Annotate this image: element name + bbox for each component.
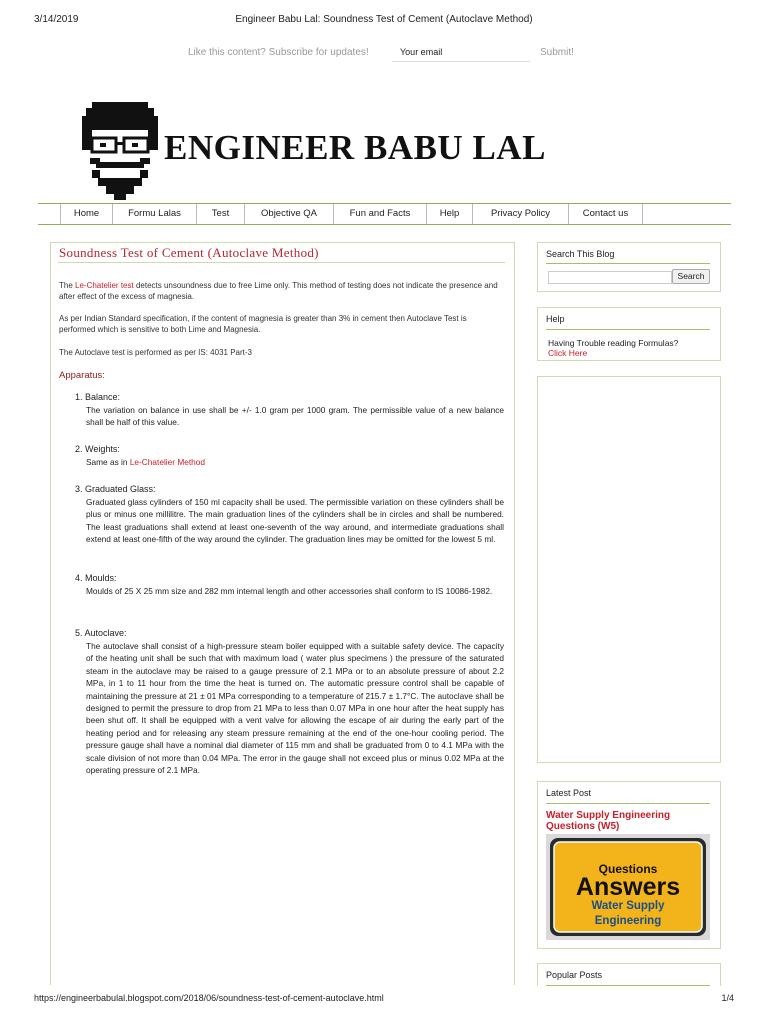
nav-fun-and-facts[interactable]: Fun and Facts (333, 204, 426, 224)
standard-paragraph: The Autoclave test is performed as per IS: 4031 Part-3 (59, 348, 252, 357)
search-title: Search This Blog (546, 249, 615, 259)
post-title[interactable]: Soundness Test of Cement (Autoclave Method) (59, 245, 319, 260)
print-date: 3/14/2019 (34, 14, 79, 25)
search-divider (546, 263, 710, 264)
help-title: Help (546, 314, 565, 324)
help-click-here-link[interactable]: Click Here (548, 348, 588, 358)
latest-divider (546, 803, 710, 804)
search-input[interactable] (548, 271, 672, 284)
subscribe-text: Like this content? Subscribe for updates! (188, 47, 369, 58)
nav-test[interactable]: Test (196, 204, 244, 224)
item-autoclave-heading: 5. Autoclave: (75, 628, 127, 638)
empty-widget (537, 376, 721, 763)
apparatus-heading: Apparatus: (59, 370, 105, 381)
site-brand[interactable]: ENGINEER BABU LAL (164, 128, 546, 167)
email-placeholder: Your email (400, 47, 443, 57)
latest-post-link[interactable]: Water Supply Engineering Questions (W5) (546, 810, 671, 832)
latest-post-title: Latest Post (546, 788, 592, 798)
logo-face-icon[interactable] (78, 98, 162, 202)
popular-divider (546, 985, 710, 986)
le-chatelier-test-link[interactable]: Le-Chatelier test (75, 281, 134, 290)
help-divider (546, 329, 710, 330)
sign-questions-text: Questions (598, 862, 658, 876)
latest-post-gadget (537, 781, 721, 949)
item-moulds-heading: 4. Moulds: (75, 573, 117, 583)
print-title: Engineer Babu Lal: Soundness Test of Cement (Autoclave Method) (235, 14, 533, 25)
print-page-number: 1/4 (721, 993, 734, 1003)
submit-button[interactable]: Submit! (540, 47, 574, 58)
nav-objective-qa[interactable]: Objective QA (244, 204, 333, 224)
sign-answers-text: Answers (575, 873, 681, 901)
intro-text-pre: The (59, 281, 76, 290)
nav-privacy-policy[interactable]: Privacy Policy (472, 204, 568, 224)
search-button[interactable]: Search (672, 269, 710, 284)
sign-line2-text: Engineering (594, 915, 662, 927)
le-chatelier-method-link[interactable]: Le-Chatelier Method (129, 457, 205, 467)
weights-text: Same as in (86, 457, 130, 467)
nav-help[interactable]: Help (426, 204, 472, 224)
print-url: https://engineerbabulal.blogspot.com/2018/06/soundness-test-of-cement-autoclave.html (34, 993, 384, 1003)
main-nav (38, 203, 731, 225)
popular-posts-gadget (537, 963, 721, 986)
search-gadget (537, 242, 721, 292)
nav-divider (642, 204, 643, 224)
item-graduated-glass-body: Graduated glass cylinders of 150 ml capacity shall be used. The permissible variation on these cylinders shall be plus or minus one millilitre. The main graduation lines of the cylinders shall be in circles and shall be numbered. The least graduations shall extend at least one-seventh of the way around, and intermediate graduations shall extend at least one-fifth of the way around the cylinder. The graduation lines may be omitted for the lowest 5 ml. (86, 497, 504, 545)
sign-line1-text: Water Supply (591, 900, 665, 912)
help-text: Having Trouble reading Formulas? (548, 338, 679, 348)
item-autoclave-body: The autoclave shall consist of a high-pressure steam boiler equipped with a suitable safety device. The capacity of the heating unit shall be such that with maximum load ( water plus specimens ) the pressure of the saturated steam in the autoclave may be raised to a gauge pressure of 2.1 MPa or to an absolute pressure of about 2.2 MPa, in 1 to 11 hour from the time the heat is turned on. The automatic pressure control shall be capable of maintaining the pressure at 21 ± 01 MPa corresponding to a temperature of 215.7 ± 1.7°C. The autoclave shall be designed to permit the pressure to drop from 21 MPa to less than 0.07 MPa in one hour after the heat supply has been shut off. It shall be equipped with a vent valve for allowing the escape of air during the early part of the heating period and for releasing any steam pressure remaining at the end of the one-hour cooling period. The pressure gauge shall have a nominal dial diameter of 115 mm and shall be graduated from 0 to 4.1 MPa with the scale division of not more than 0.04 MPa. The error in the gauge shall not exceed plus or minus 0.02 MPa at the operating pressure of 2.1 MPa. (86, 641, 504, 776)
intro-paragraph (59, 280, 499, 302)
email-input[interactable] (392, 43, 530, 62)
popular-posts-title: Popular Posts (546, 970, 603, 980)
post-container (50, 242, 515, 985)
item-graduated-glass-heading: 3. Graduated Glass: (75, 484, 156, 494)
help-gadget (537, 307, 721, 361)
item-weights-heading: 2. Weights: (75, 444, 120, 454)
nav-contact-us[interactable]: Contact us (568, 204, 642, 224)
item-balance-body: The variation on balance in use shall be +/- 1.0 gram per 1000 gram. The permissible value of a new balance shall be half of this value. (86, 405, 504, 428)
answers-sign-image[interactable] (546, 834, 710, 940)
item-balance-heading: 1. Balance: (75, 392, 121, 402)
help-text-block (548, 338, 678, 358)
intro-text-post: detects unsoundness due to free Lime only. This method of testing does not indicate the presence and after effect of the excess of magnesia. (59, 281, 498, 301)
nav-formu-lalas[interactable]: Formu Lalas (112, 204, 196, 224)
magnesia-paragraph: As per Indian Standard specification, if the content of magnesia is greater than 3% in cement then Autoclave Test is performed which is sensitive to both Lime and Magnesia. (59, 314, 467, 334)
item-moulds-body: Moulds of 25 X 25 mm size and 282 mm internal length and other accessories shall conform to IS 10086-1982. (86, 586, 493, 596)
nav-home[interactable]: Home (60, 204, 112, 224)
title-divider (58, 262, 505, 263)
item-weights-body (86, 456, 504, 468)
